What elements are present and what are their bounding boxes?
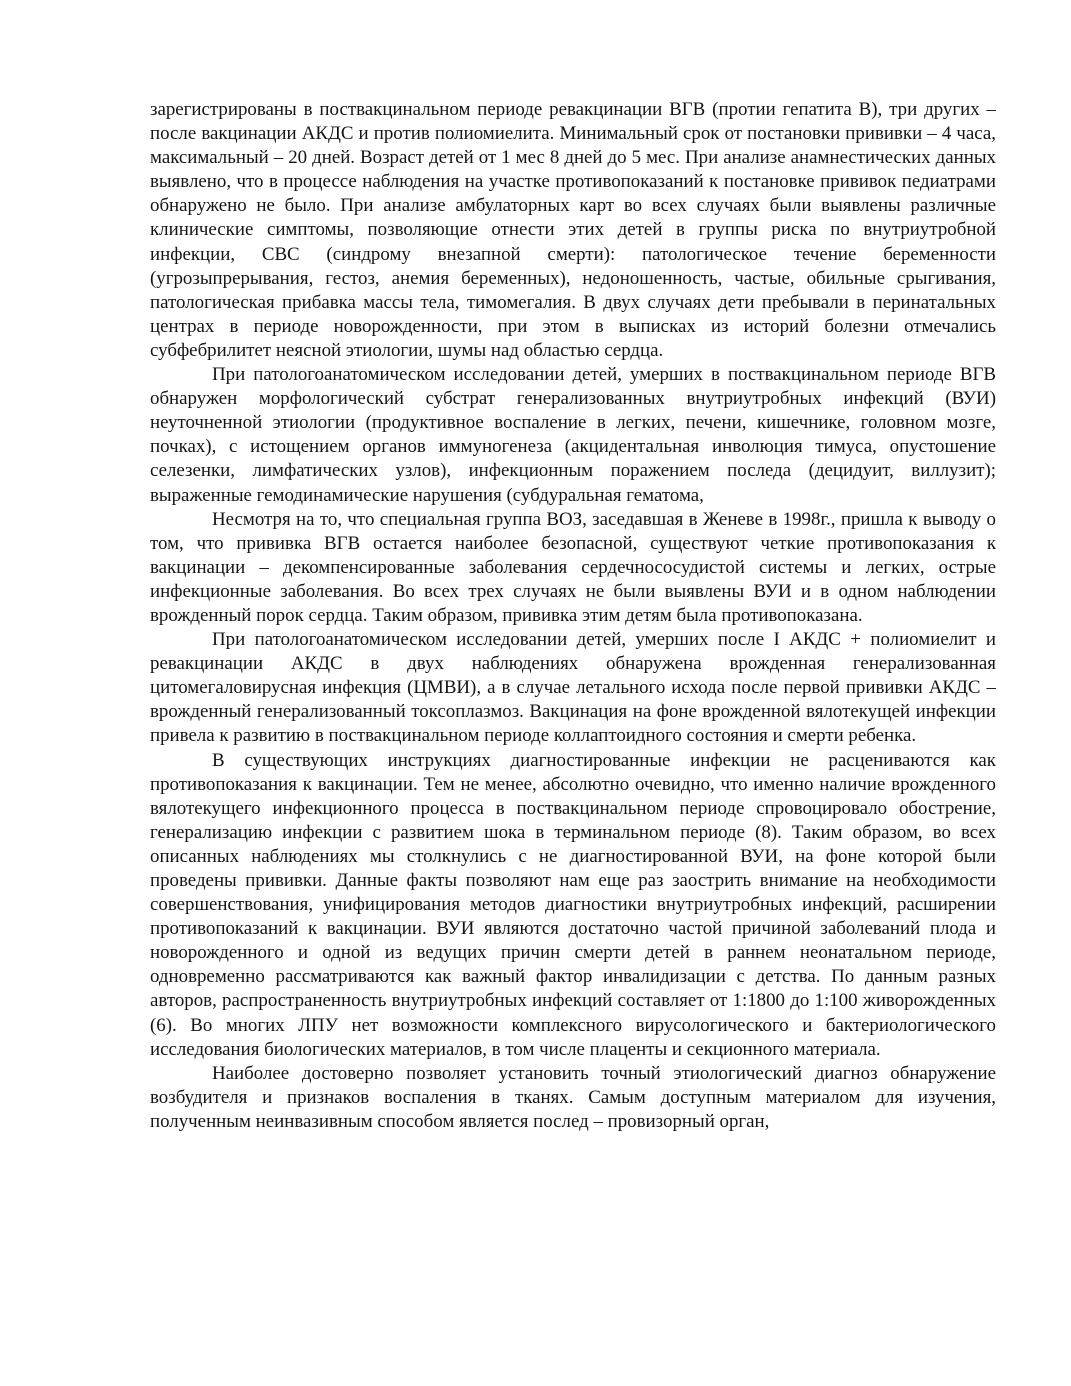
paragraph-vgv-autopsy: При патологоанатомическом исследовании детей, умерших в поствакцинальном периоде ВГВ обнаружен морфологический субстрат генерализованных внутриутробных инфекций (ВУИ) неуточненной этиологии (продуктивное воспаление в легких, печени, кишечнике, головном мозге, почках), с истощением органов иммуногенеза (акцидентальная инволюция тимуса, опустошение селезенки, лимфатических узлов), инфекционным поражением последа (децидуит, виллузит); выраженные гемодинамические нарушения (субдуральная гематома,: [150, 364, 996, 506]
paragraph-akds-autopsy: При патологоанатомическом исследовании детей, умерших после I АКДС + полиомиелит и ревакцинации АКДС в двух наблюдениях обнаружена врожденная генерализованная цитомегаловирусная инфекция (ЦМВИ), а в случае летального исхода после первой прививки АКДС – врожденный генерализованный токсоплазмоз. Вакцинация на фоне врожденной вялотекущей инфекции привела к развитию в поствакцинальном периоде коллаптоидного состояния и смерти ребенка.: [150, 629, 996, 747]
paragraph-continuation: зарегистрированы в поствакцинальном периоде ревакцинации ВГВ (протии гепатита В), три других – после вакцинации АКДС и против полиомиелита. Минимальный срок от постановки прививки – 4 часа, максимальный – 20 дней. Возраст детей от 1 мес 8 дней до 5 мес. При анализе анамнестических данных выявлено, что в процессе наблюдения на участке противопоказаний к постановке прививок педиатрами обнаружено не было. При анализе амбулаторных карт во всех случаях были выявлены различные клинические симптомы, позволяющие отнести этих детей в группы риска по внутриутробной инфекции, СВС (синдрому внезапной смерти): патологическое течение беременности (угрозыпрерывания, гестоз, анемия беременных), недоношенность, частые, обильные срыгивания, патологическая прибавка массы тела, тимомегалия. В двух случаях дети пребывали в перинатальных центрах в периоде новорожденности, при этом в выписках из историй болезни отмечались субфебрилитет неясной этиологии, шумы над областью сердца.: [150, 99, 996, 361]
paragraph-diagnosis: Наиболее достоверно позволяет установить точный этиологический диагноз обнаружение возбудителя и признаков воспаления в тканях. Самым доступным материалом для изучения, полученным неинвазивным способом является послед – провизорный орган,: [150, 1062, 996, 1132]
paragraph-who-group: Несмотря на то, что специальная группа ВОЗ, заседавшая в Женеве в 1998г., пришла к выводу о том, что прививка ВГВ остается наиболее безопасной, существуют четкие противопоказания к вакцинации – декомпенсированные заболевания сердечнососудистой системы и легких, острые инфекционные заболевания. Во всех трех случаях не были выявлены ВУИ и в одном наблюдении врожденный порок сердца. Таким образом, прививка этим детям была противопоказана.: [150, 508, 996, 626]
document-page: [150, 98, 996, 1134]
paragraph-instructions: В существующих инструкциях диагностированные инфекции не расцениваются как противопоказания к вакцинации. Тем не менее, абсолютно очевидно, что именно наличие врожденного вялотекущего инфекционного процесса в поствакцинальном периоде спровоцировало обострение, генерализацию инфекции с развитием шока в терминальном периоде (8). Таким образом, во всех описанных наблюдениях мы столкнулись с не диагностированной ВУИ, на фоне которой были проведены прививки. Данные факты позволяют нам еще раз заострить внимание на необходимости совершенствования, унифицирования методов диагностики внутриутробных инфекций, расширении противопоказаний к вакцинации. ВУИ являются достаточно частой причиной заболеваний плода и новорожденного и одной из ведущих причин смерти детей в раннем неонатальном периоде, одновременно рассматриваются как важный фактор инвалидизации с детства. По данным разных авторов, распространенность внутриутробных инфекций составляет от 1:1800 до 1:100 живорожденных (6). Во многих ЛПУ нет возможности комплексного вирусологического и бактериологического исследования биологических материалов, в том числе плаценты и секционного материала.: [150, 749, 996, 1060]
